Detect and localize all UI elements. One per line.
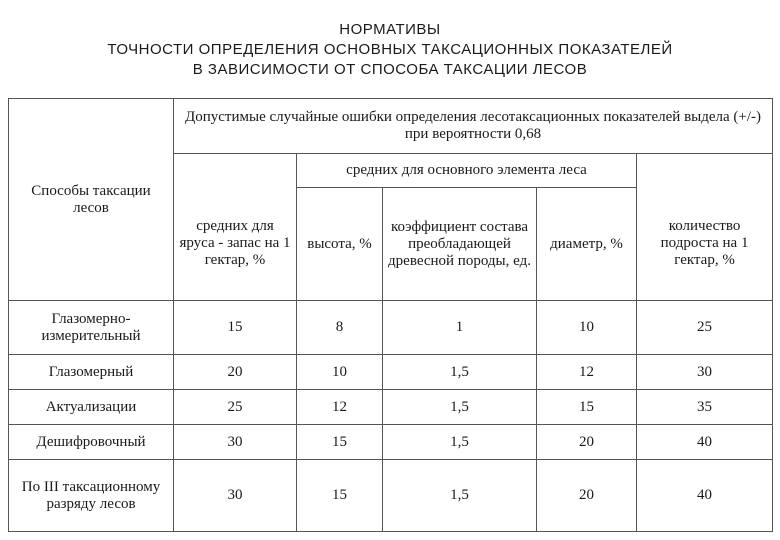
header-sub-blank-right <box>637 154 773 188</box>
header-undergrowth: количество подроста на 1 гектар, % <box>637 188 773 301</box>
cell-stock: 25 <box>174 390 297 425</box>
cell-composition: 1 <box>383 301 537 355</box>
title-line-3: В ЗАВИСИМОСТИ ОТ СПОСОБА ТАКСАЦИИ ЛЕСОВ <box>192 61 588 78</box>
table-row <box>9 425 773 460</box>
cell-composition: 1,5 <box>383 390 537 425</box>
header-main-element: средних для основного элемента леса <box>297 154 637 188</box>
cell-undergrowth: 35 <box>637 390 773 425</box>
cell-undergrowth: 40 <box>637 425 773 460</box>
cell-undergrowth: 25 <box>637 301 773 355</box>
header-diameter: диаметр, % <box>537 188 637 301</box>
table-row <box>9 460 773 532</box>
table-row <box>9 390 773 425</box>
cell-undergrowth: 40 <box>637 460 773 532</box>
cell-composition: 1,5 <box>383 425 537 460</box>
header-height: высота, % <box>297 188 383 301</box>
header-allowed-errors: Допустимые случайные ошибки определения лесотаксационных показателей выдела (+/-) при вероятности 0,68 <box>174 99 773 154</box>
table-row <box>9 355 773 390</box>
cell-diameter: 15 <box>537 390 637 425</box>
norms-table-wrapper <box>8 98 772 532</box>
cell-diameter: 10 <box>537 301 637 355</box>
title-line-1: НОРМАТИВЫ <box>339 21 441 38</box>
cell-composition: 1,5 <box>383 460 537 532</box>
cell-height: 10 <box>297 355 383 390</box>
cell-height: 12 <box>297 390 383 425</box>
cell-diameter: 12 <box>537 355 637 390</box>
row-method: Актуализации <box>9 390 174 425</box>
cell-stock: 30 <box>174 460 297 532</box>
cell-undergrowth: 30 <box>637 355 773 390</box>
table-row <box>9 301 773 355</box>
header-composition: коэффициент состава преобладающей древесной породы, ед. <box>383 188 537 301</box>
norms-table <box>8 98 773 532</box>
cell-height: 8 <box>297 301 383 355</box>
header-method: Способы таксации лесов <box>9 99 174 301</box>
cell-stock: 15 <box>174 301 297 355</box>
cell-diameter: 20 <box>537 460 637 532</box>
title-line-2: ТОЧНОСТИ ОПРЕДЕЛЕНИЯ ОСНОВНЫХ ТАКСАЦИОННЫХ ПОКАЗАТЕЛЕЙ <box>107 41 673 58</box>
row-method: Глазомерный <box>9 355 174 390</box>
cell-height: 15 <box>297 460 383 532</box>
header-sub-blank-left <box>174 154 297 188</box>
cell-composition: 1,5 <box>383 355 537 390</box>
cell-stock: 20 <box>174 355 297 390</box>
cell-height: 15 <box>297 425 383 460</box>
row-method: Дешифровочный <box>9 425 174 460</box>
header-stock: средних для яруса - запас на 1 гектар, % <box>174 188 297 301</box>
row-method: Глазомерно-измерительный <box>9 301 174 355</box>
cell-stock: 30 <box>174 425 297 460</box>
row-method: По III таксационному разряду лесов <box>9 460 174 532</box>
cell-diameter: 20 <box>537 425 637 460</box>
